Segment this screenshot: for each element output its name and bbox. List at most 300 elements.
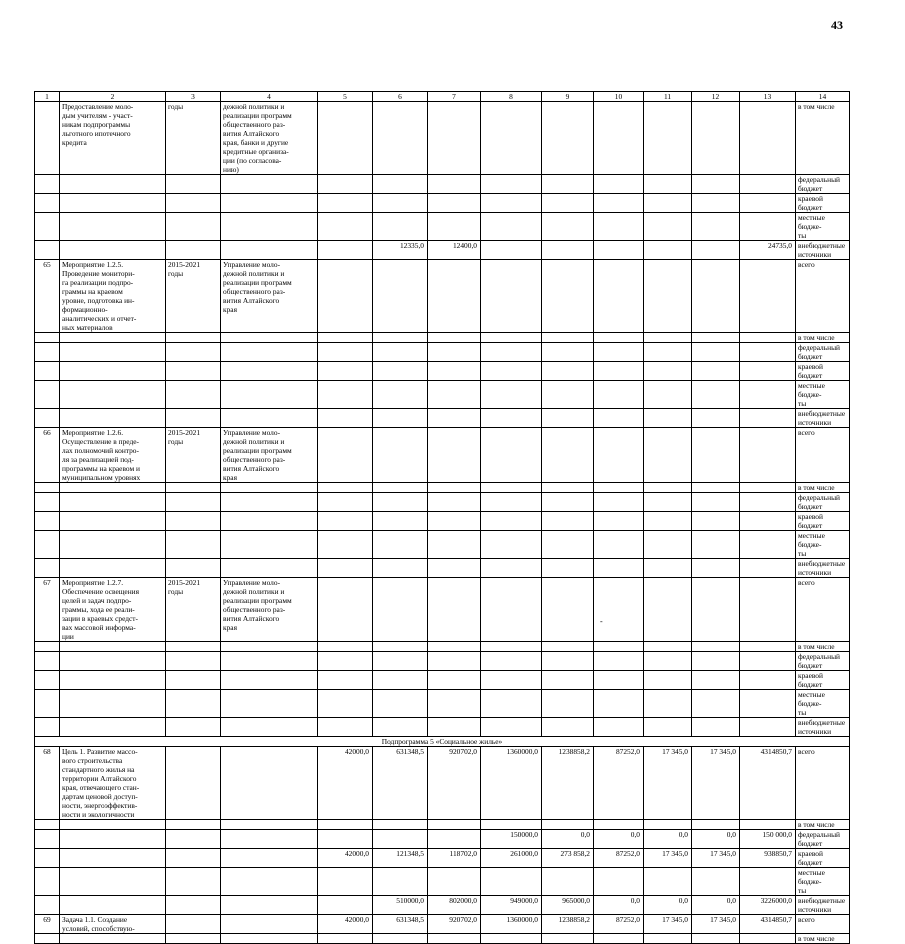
table-cell xyxy=(221,531,318,559)
table-cell xyxy=(692,512,740,531)
table-cell xyxy=(692,642,740,652)
table-cell xyxy=(594,652,644,671)
table-cell xyxy=(740,868,796,896)
table-cell xyxy=(644,213,692,241)
table-cell xyxy=(542,333,594,343)
table-cell xyxy=(373,868,428,896)
table-cell xyxy=(542,194,594,213)
table-cell xyxy=(373,690,428,718)
table-cell xyxy=(481,578,542,642)
table-row xyxy=(35,381,850,409)
table-cell: 118702,0 xyxy=(428,849,481,868)
table-cell xyxy=(481,868,542,896)
table-cell: 24735,0 xyxy=(740,241,796,260)
table-cell xyxy=(740,690,796,718)
table-cell xyxy=(740,642,796,652)
table-cell xyxy=(35,531,60,559)
table-cell xyxy=(428,175,481,194)
table-cell xyxy=(166,849,221,868)
table-cell xyxy=(644,642,692,652)
table-cell xyxy=(481,381,542,409)
table-cell xyxy=(428,642,481,652)
table-row xyxy=(35,241,850,260)
table-row xyxy=(35,578,850,642)
table-cell: 1 xyxy=(35,92,60,102)
table-row xyxy=(35,409,850,428)
table-cell: 510000,0 xyxy=(373,896,428,915)
table-cell xyxy=(481,213,542,241)
table-cell xyxy=(35,409,60,428)
table-cell xyxy=(35,381,60,409)
table-cell xyxy=(35,241,60,260)
table-cell: 2015-2021 годы xyxy=(166,428,221,483)
table-cell: 0,0 xyxy=(542,830,594,849)
table-cell xyxy=(373,671,428,690)
table-cell xyxy=(166,175,221,194)
table-row xyxy=(35,830,850,849)
table-cell xyxy=(373,934,428,944)
table-cell xyxy=(166,213,221,241)
table-cell xyxy=(481,241,542,260)
table-cell xyxy=(692,241,740,260)
table-cell: 920702,0 xyxy=(428,747,481,820)
table-cell xyxy=(481,559,542,578)
table-cell xyxy=(60,652,166,671)
table-cell xyxy=(542,531,594,559)
table-cell: 42000,0 xyxy=(318,747,373,820)
table-cell xyxy=(594,409,644,428)
table-row xyxy=(35,849,850,868)
table-cell: 949000,0 xyxy=(481,896,542,915)
table-cell xyxy=(166,747,221,820)
table-cell xyxy=(60,896,166,915)
table-cell xyxy=(166,718,221,737)
table-cell xyxy=(740,381,796,409)
table-cell xyxy=(35,362,60,381)
table-cell: 150000,0 xyxy=(481,830,542,849)
table-cell: 0,0 xyxy=(644,896,692,915)
table-cell: 17 345,0 xyxy=(644,747,692,820)
table-cell xyxy=(166,868,221,896)
table-cell xyxy=(481,343,542,362)
table-cell xyxy=(60,175,166,194)
table-cell xyxy=(644,260,692,333)
table-cell: Управление моло- дежной политики и реализации программ общественного раз- вития Алтайского края xyxy=(221,428,318,483)
table-cell: 631348,5 xyxy=(373,915,428,934)
table-cell xyxy=(428,934,481,944)
table-cell xyxy=(221,642,318,652)
table-cell xyxy=(594,175,644,194)
table-cell xyxy=(481,934,542,944)
table-cell xyxy=(740,194,796,213)
table-cell xyxy=(740,652,796,671)
table-cell xyxy=(740,531,796,559)
table-cell xyxy=(594,934,644,944)
table-cell xyxy=(428,260,481,333)
table-cell: 0,0 xyxy=(644,830,692,849)
table-cell xyxy=(221,896,318,915)
table-cell xyxy=(318,213,373,241)
table-cell xyxy=(318,428,373,483)
table-cell: 7 xyxy=(428,92,481,102)
table-cell xyxy=(221,671,318,690)
table-cell xyxy=(373,409,428,428)
table-cell xyxy=(740,718,796,737)
table-cell: 14 xyxy=(796,92,850,102)
table-cell xyxy=(644,428,692,483)
budget-table xyxy=(34,91,850,944)
table-cell xyxy=(318,362,373,381)
table-cell xyxy=(692,820,740,830)
table-cell xyxy=(166,493,221,512)
table-cell: внебюджетные источники xyxy=(796,409,850,428)
table-cell xyxy=(35,512,60,531)
table-cell xyxy=(644,493,692,512)
table-cell: 42000,0 xyxy=(318,849,373,868)
table-cell xyxy=(221,493,318,512)
table-cell: местные бюдже- ты xyxy=(796,381,850,409)
table-cell: всего xyxy=(796,578,850,642)
table-cell xyxy=(644,362,692,381)
table-cell xyxy=(35,175,60,194)
table-cell xyxy=(373,260,428,333)
table-cell: 631348,5 xyxy=(373,747,428,820)
table-cell xyxy=(644,333,692,343)
table-cell xyxy=(740,175,796,194)
table-cell xyxy=(594,260,644,333)
table-cell: 10 xyxy=(594,92,644,102)
page-number: 43 xyxy=(831,18,843,32)
table-cell xyxy=(221,175,318,194)
table-cell xyxy=(542,213,594,241)
table-cell xyxy=(542,343,594,362)
table-cell xyxy=(542,362,594,381)
table-cell xyxy=(35,213,60,241)
table-cell xyxy=(35,642,60,652)
table-cell xyxy=(594,381,644,409)
table-cell: 1238858,2 xyxy=(542,747,594,820)
table-cell xyxy=(594,820,644,830)
table-cell xyxy=(166,362,221,381)
table-cell xyxy=(428,671,481,690)
table-cell xyxy=(542,690,594,718)
table-cell: краевой бюджет xyxy=(796,362,850,381)
table-cell xyxy=(35,559,60,578)
table-cell xyxy=(318,718,373,737)
table-cell xyxy=(221,934,318,944)
table-row xyxy=(35,718,850,737)
table-cell xyxy=(692,175,740,194)
table-cell xyxy=(35,493,60,512)
table-cell: 9 xyxy=(542,92,594,102)
table-cell: 42000,0 xyxy=(318,915,373,934)
table-cell: 17 345,0 xyxy=(644,915,692,934)
table-cell: местные бюдже- ты xyxy=(796,868,850,896)
table-cell: в том числе xyxy=(796,333,850,343)
table-cell xyxy=(644,718,692,737)
table-cell xyxy=(35,830,60,849)
table-cell: 920702,0 xyxy=(428,915,481,934)
table-cell xyxy=(644,483,692,493)
table-cell xyxy=(481,175,542,194)
table-cell xyxy=(318,820,373,830)
table-cell: Цель 1. Развитие массо- вого строительства стандартного жилья на территории Алтайского края, отвечающего стан- дартам ценовой доступ- ности, энергоэффектив- ности и экологичности xyxy=(60,747,166,820)
table-cell xyxy=(318,868,373,896)
table-cell xyxy=(740,934,796,944)
table-cell xyxy=(166,934,221,944)
table-cell xyxy=(542,559,594,578)
table-cell xyxy=(318,934,373,944)
table-cell xyxy=(318,531,373,559)
table-cell xyxy=(318,578,373,642)
table-cell: Мероприятие 1.2.5. Проведение монитори- га реализации подпро- граммы на краевом уровне, подготовка ин- формационно- аналитических и отчет- ных материалов xyxy=(60,260,166,333)
table-cell: дежной политики и реализации программ общественного раз- вития Алтайского края, банки и другие кредитные организа- ции (по согласова- нию) xyxy=(221,102,318,175)
table-cell xyxy=(221,483,318,493)
table-cell xyxy=(692,690,740,718)
table-cell: Задача 1.1. Создание условий, способствую- xyxy=(60,915,166,934)
table-cell xyxy=(644,820,692,830)
table-cell xyxy=(594,718,644,737)
table-cell: 4314850,7 xyxy=(740,747,796,820)
table-cell xyxy=(166,690,221,718)
table-row xyxy=(35,642,850,652)
table-cell xyxy=(166,830,221,849)
table-cell xyxy=(692,671,740,690)
table-cell xyxy=(221,213,318,241)
table-cell: в том числе xyxy=(796,102,850,175)
table-cell xyxy=(373,642,428,652)
table-cell xyxy=(166,671,221,690)
table-cell xyxy=(542,652,594,671)
table-cell xyxy=(644,671,692,690)
table-cell xyxy=(166,531,221,559)
table-cell xyxy=(318,896,373,915)
table-cell xyxy=(594,213,644,241)
table-cell xyxy=(60,483,166,493)
table-cell xyxy=(542,175,594,194)
table-cell: 87252,0 xyxy=(594,849,644,868)
table-cell xyxy=(692,362,740,381)
table-cell xyxy=(481,652,542,671)
table-cell: в том числе xyxy=(796,820,850,830)
table-cell xyxy=(60,642,166,652)
table-cell xyxy=(166,559,221,578)
table-cell xyxy=(166,333,221,343)
table-cell xyxy=(373,559,428,578)
table-cell xyxy=(373,578,428,642)
table-cell: внебюджетные источники xyxy=(796,896,850,915)
table-cell xyxy=(542,868,594,896)
table-cell xyxy=(318,671,373,690)
table-cell xyxy=(318,241,373,260)
table-cell xyxy=(60,671,166,690)
table-cell xyxy=(594,343,644,362)
table-cell xyxy=(221,409,318,428)
table-row xyxy=(35,194,850,213)
table-cell xyxy=(594,333,644,343)
table-cell: Управление моло- дежной политики и реализации программ общественного раз- вития Алтайского края xyxy=(221,260,318,333)
table-cell xyxy=(221,194,318,213)
table-cell xyxy=(692,409,740,428)
table-cell xyxy=(542,409,594,428)
table-cell xyxy=(740,213,796,241)
table-cell xyxy=(692,213,740,241)
table-cell xyxy=(221,820,318,830)
table-cell: 0,0 xyxy=(692,830,740,849)
table-cell xyxy=(221,652,318,671)
table-cell xyxy=(35,820,60,830)
table-cell xyxy=(692,343,740,362)
table-cell: федеральный бюджет xyxy=(796,175,850,194)
table-cell xyxy=(740,102,796,175)
table-row xyxy=(35,915,850,934)
table-cell xyxy=(373,102,428,175)
table-cell: 965000,0 xyxy=(542,896,594,915)
table-cell xyxy=(60,213,166,241)
table-cell xyxy=(221,333,318,343)
table-cell xyxy=(35,652,60,671)
table-row xyxy=(35,343,850,362)
table-cell xyxy=(373,194,428,213)
table-cell xyxy=(166,409,221,428)
table-cell xyxy=(221,690,318,718)
table-cell xyxy=(428,409,481,428)
table-cell xyxy=(318,512,373,531)
table-cell: федеральный бюджет xyxy=(796,652,850,671)
table-cell xyxy=(35,343,60,362)
table-cell xyxy=(428,718,481,737)
table-cell xyxy=(594,559,644,578)
table-row xyxy=(35,512,850,531)
table-cell xyxy=(740,820,796,830)
table-cell xyxy=(35,102,60,175)
table-row xyxy=(35,747,850,820)
table-cell xyxy=(594,512,644,531)
table-row xyxy=(35,175,850,194)
table-cell: краевой бюджет xyxy=(796,849,850,868)
table-row xyxy=(35,493,850,512)
table-cell xyxy=(166,642,221,652)
table-cell xyxy=(594,671,644,690)
table-cell xyxy=(428,343,481,362)
table-cell xyxy=(221,241,318,260)
table-cell xyxy=(594,362,644,381)
table-cell xyxy=(542,428,594,483)
table-cell xyxy=(221,559,318,578)
table-cell xyxy=(221,512,318,531)
table-cell xyxy=(692,868,740,896)
table-cell xyxy=(35,671,60,690)
table-cell xyxy=(318,343,373,362)
table-cell xyxy=(35,333,60,343)
table-row xyxy=(35,896,850,915)
table-row xyxy=(35,362,850,381)
table-cell: 68 xyxy=(35,747,60,820)
table-cell xyxy=(428,428,481,483)
table-cell: Мероприятие 1.2.6. Осуществление в преде- лах полномочий контро- ля за реализацией под- программы на краевом и муниципальном уровнях xyxy=(60,428,166,483)
table-cell xyxy=(60,718,166,737)
table-cell xyxy=(318,559,373,578)
table-cell xyxy=(318,483,373,493)
table-cell xyxy=(373,343,428,362)
table-cell xyxy=(60,493,166,512)
table-cell xyxy=(542,241,594,260)
table-cell: внебюджетные источники xyxy=(796,241,850,260)
table-cell xyxy=(644,241,692,260)
table-cell xyxy=(542,483,594,493)
table-row xyxy=(35,483,850,493)
table-cell: 8 xyxy=(481,92,542,102)
table-cell xyxy=(60,820,166,830)
table-cell xyxy=(740,260,796,333)
table-cell xyxy=(373,381,428,409)
table-cell xyxy=(221,868,318,896)
table-cell xyxy=(644,343,692,362)
table-cell: в том числе xyxy=(796,642,850,652)
table-cell xyxy=(428,830,481,849)
table-cell xyxy=(594,493,644,512)
table-cell xyxy=(692,493,740,512)
table-row xyxy=(35,102,850,175)
table-cell xyxy=(428,333,481,343)
table-cell xyxy=(318,102,373,175)
table-cell xyxy=(428,578,481,642)
table-cell xyxy=(166,512,221,531)
table-cell: 5 xyxy=(318,92,373,102)
table-cell: всего xyxy=(796,428,850,483)
table-cell: краевой бюджет xyxy=(796,512,850,531)
table-cell xyxy=(318,652,373,671)
table-cell: 1360000,0 xyxy=(481,915,542,934)
table-cell xyxy=(644,559,692,578)
table-cell: 150 000,0 xyxy=(740,830,796,849)
table-cell xyxy=(318,493,373,512)
table-cell xyxy=(594,483,644,493)
table-cell: федеральный бюджет xyxy=(796,830,850,849)
table-row xyxy=(35,333,850,343)
table-cell: 12 xyxy=(692,92,740,102)
table-cell xyxy=(428,531,481,559)
table-cell: 4314850,7 xyxy=(740,915,796,934)
table-cell xyxy=(35,934,60,944)
table-cell: в том числе xyxy=(796,483,850,493)
table-cell xyxy=(542,642,594,652)
table-cell xyxy=(428,868,481,896)
table-cell xyxy=(481,493,542,512)
table-cell xyxy=(542,578,594,642)
table-header-row xyxy=(35,92,850,102)
table-cell: 17 345,0 xyxy=(692,849,740,868)
table-cell xyxy=(542,820,594,830)
table-cell: 938850,7 xyxy=(740,849,796,868)
table-cell: 1360000,0 xyxy=(481,747,542,820)
table-cell xyxy=(594,102,644,175)
table-cell xyxy=(221,362,318,381)
table-cell xyxy=(373,428,428,483)
table-cell xyxy=(373,531,428,559)
table-cell xyxy=(740,333,796,343)
table-cell: 3226000,0 xyxy=(740,896,796,915)
table-cell xyxy=(373,718,428,737)
table-cell xyxy=(481,642,542,652)
table-cell xyxy=(644,102,692,175)
table-cell xyxy=(35,690,60,718)
table-cell xyxy=(692,578,740,642)
table-row xyxy=(35,559,850,578)
table-cell: 87252,0 xyxy=(594,915,644,934)
table-row xyxy=(35,820,850,830)
table-cell xyxy=(373,213,428,241)
